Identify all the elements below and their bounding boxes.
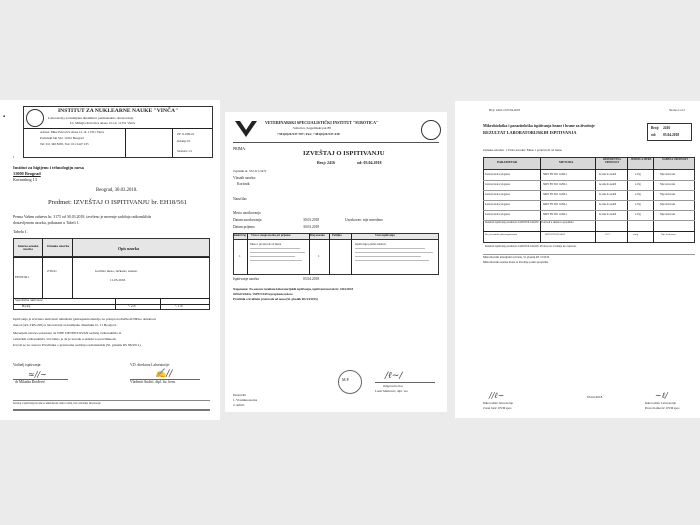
header-left: Broj: 2416 od 03.04.2018 <box>489 108 520 112</box>
dist-title: Dostaviti: <box>233 393 247 397</box>
note-3: Pravilnik o kvalitetu proizvoda od mesa (Sl. glasnik RS 94/2015) <box>233 297 318 301</box>
cell-desc-2: 11.03.2018. <box>110 278 126 282</box>
result-parameter: Listeria monocytogenes <box>485 172 510 176</box>
field-sampling-date-label: Datum uzorkovanja <box>233 218 262 222</box>
sig-right-role: Rukovodilac Laboratorije <box>645 401 676 405</box>
note-a: Rezultati ispitivanja parametra ZADOVOLJAVAJU. Proizvodi u skladu sa propisima <box>485 221 574 224</box>
prima-tag: PRIMA: <box>233 147 247 151</box>
report-number: Broj: 2416 <box>317 160 336 165</box>
result-reference: ne sme da sadrži <box>599 172 617 176</box>
activity-value-1: < 2.6 <box>128 304 136 308</box>
field-owner-label: Vlasnik uzorka: <box>233 176 256 180</box>
th-test: Vrsta ispitivanja <box>375 234 395 237</box>
result-parameter: Listeria monocytogenes <box>485 192 510 196</box>
doc-page: Stranica 1/1 <box>177 149 193 153</box>
sig-left-role: Rukovodilac laboratorije <box>483 401 513 405</box>
cell-internal-id: EH18/561 <box>15 275 29 279</box>
report-date: od: 03.04.2018 <box>357 160 382 165</box>
result-value: Nije izolovana <box>660 172 676 176</box>
extra-unit: cfu/g <box>633 233 639 236</box>
cell-desc-1: Gotičko meso, tučkano, sušeno <box>95 269 138 273</box>
page-mark: ▪ <box>3 114 6 120</box>
sig-right-name: Vladimir Andrić, dipl. fiz. hem. <box>130 380 176 384</box>
note-1: Napomena: Na osnovu rezultata laboratorijskih ispitivanja, ispitivani uzorak br. 2416/2018 <box>233 287 354 291</box>
result-method: SRPS EN ISO 11290-1 <box>543 192 568 196</box>
activity-label: Specifična aktivnost <box>15 298 43 302</box>
result-unit: u 25g <box>635 172 641 176</box>
result-reference: ne sme da sadrži <box>599 182 617 186</box>
sig-left-name: dr Milanka Đorđević <box>15 380 46 384</box>
th-internal-id: Interna oznaka uzorka <box>17 244 39 252</box>
analysis-label: Ispitivanje uzorka <box>233 277 259 281</box>
result-parameter: Listeria monocytogenes <box>485 202 510 206</box>
footer-note: Izveštaj o ispitivanju ne sme se umnožavati osim u celini, bez odobrenja laboratorije <box>13 402 101 405</box>
activity-value-2: < 1.6 <box>175 304 183 308</box>
cert-logo <box>421 120 441 140</box>
institute-subtitle: Laboratorija za hemijsku dinamiku i permanentno obrazovanje <box>48 116 134 120</box>
signature-left: ≈∕∕∼ <box>28 370 47 379</box>
body-line-1: Prema Vašem zahtevu br. 3175 od 30.03.2018. izvršeno je merenje sadržaja radionuklida <box>13 215 152 219</box>
extra-value: Nije izolovana <box>661 233 676 236</box>
small-header: ▪ <box>13 155 15 159</box>
dist-2: 2. Arhivi <box>233 403 245 407</box>
institute-name: INSTITUT ZA NUKLEARNE NAUKE "VINČA" <box>58 108 179 114</box>
th-unit: JEDINICA MERE <box>630 158 652 161</box>
th-no: Redni broj <box>234 234 246 237</box>
place-date: Beograd, 30.03.2018. <box>96 188 138 193</box>
doc-code: ZP 11.009-01 <box>177 132 195 136</box>
signature-right: ∼ℓ∕ <box>655 391 668 400</box>
address-line-1: Adresa: Mike Petrovića Alasa 12-14, 11351 Vinča <box>40 130 104 134</box>
cell-test: Ispitivanje prema zahtevu <box>355 242 386 246</box>
signature-right: ✍∕∕ <box>155 369 173 379</box>
cell-qty: 1 <box>318 254 320 258</box>
result-unit: u 25g <box>635 192 641 196</box>
page-title-2: REZULTAT LABORATORIJSKIH ISPITIVANJA <box>483 130 577 135</box>
th-reference: REFERENTNA VREDNOST <box>603 158 621 164</box>
sig-role: Odgovorno lice <box>383 384 403 388</box>
th-method: METODA <box>559 160 574 164</box>
field-place-label: Mesto uzorkovanja <box>233 211 261 215</box>
recipient-street: Kaćanskog 13 <box>13 177 37 182</box>
stamp-label: M.P. <box>342 377 350 382</box>
analysis-date: 03.04.2018 <box>303 277 320 281</box>
broj-label: Broj: <box>651 126 660 130</box>
para-2: metod (AS-TRS-295) u laboratoriji za hemijsku dinamiku br. 11 Beograd. <box>13 323 117 327</box>
para-1: Ispitivanje je izvršeno aktivnom tehnikom gamaspektrometrije na poluprovodničkom HPGe detektoru <box>13 317 156 321</box>
th-desc: Vrsta i stanje uzorka pri prijemu <box>251 234 291 237</box>
table-title: Tabela 1. <box>13 229 28 234</box>
sample-line: Oznaka uzorka: 1 Vrsta uzorka: Meso i proizvodi od mesa <box>483 148 562 152</box>
activity-unit: Bq/kg <box>22 304 31 308</box>
address-line-2: Poštanski fah 522, 11001 Beograd <box>40 136 84 140</box>
sig-right-name: Prosto Kašković, DVM spec. <box>645 406 681 410</box>
od-value: 03.04.2018 <box>663 133 680 137</box>
doc-edition: Izdanje 01 <box>177 139 191 143</box>
th-parameter: PARAMETAR <box>497 160 518 164</box>
header-right: Strana 2 od 2 <box>669 108 685 112</box>
address-line-3: Tel: 011 340 8205, Fax: 011 2447 235 <box>40 142 89 146</box>
field-owner-value: Korisnik <box>237 182 250 186</box>
stamp <box>338 370 362 394</box>
th-description: Opis uzorka <box>118 246 140 251</box>
extra-ref: 10^5 <box>605 233 610 236</box>
cell-no: 1 <box>239 254 241 258</box>
result-parameter: Listeria monocytogenes <box>485 182 510 186</box>
document-page-2 <box>225 112 447 412</box>
note-2: ODGOVARA / ISPUNJAVA propisane uslove <box>233 292 293 296</box>
sig-left-name: Zoran Jurić, DVM spec. <box>483 406 513 410</box>
cell-desc: Meso i proizvodi od mesa <box>250 242 282 246</box>
recipient-city: 11000 Beograd <box>13 171 41 176</box>
th-qty: Broj uzoraka <box>310 234 325 237</box>
field-receipt-label: Datum prijema <box>233 225 255 229</box>
cell-sample-mark: Z30/41 <box>47 269 57 273</box>
page-title-1: Mikrobiološka i parazitološka ispitivanja hrane i hrane za životinje <box>483 124 595 128</box>
field-sampled-by: Uzorkovao: nije navedeno <box>345 218 383 222</box>
result-reference: ne sme da sadrži <box>599 192 617 196</box>
field-sampling-date-value: 30.03.2018 <box>303 218 320 222</box>
institute-name: VETERINARSKI SPECIJALISTIČKI INSTITUT "SUBOTICA" <box>265 120 379 125</box>
extra-method: SRPS EN ISO 4833 <box>545 233 566 236</box>
result-method: SRPS EN ISO 11290-1 <box>543 182 568 186</box>
field-client-label: Naručilac <box>233 197 247 201</box>
para-3: Merenjem uzorka pokazano da NIJE DETEKTOVAN sadržaj radionuklida iz <box>13 331 122 335</box>
institute-logo <box>26 109 44 127</box>
document-page-3 <box>455 101 700 418</box>
dist-1: 1. Vlasniku uzorka <box>233 398 258 402</box>
report-date: 03.04.2018 <box>587 395 603 399</box>
result-method: SRPS EN ISO 11290-1 <box>543 212 568 216</box>
para-4: veštačkih radionuklida. Utvrđeno je da je uzorak u skladu sa pravilnikom. <box>13 337 117 341</box>
body-line-2: dostavljenom uzorku, prikazani u Tabeli 1. <box>13 221 80 225</box>
th-found: NAĐENA VREDNOST <box>662 158 688 161</box>
institute-city: Subotica, Segedinski put 88 <box>293 126 331 130</box>
sig-name: Lazar Marković, dipl. vet. <box>375 389 409 393</box>
legend-2: Mikrobiološka analiza hrane za životinje prema propisima <box>483 261 549 264</box>
result-reference: ne sme da sadrži <box>599 212 617 216</box>
signature-left: ∕∕ℓ∼ <box>489 391 505 400</box>
note-b: Rezultati ispitivanja parametra ZADOVOLJAVAJU. Proizvod se vrednuje kao ispravan. <box>485 245 577 248</box>
institute-tel: +381(0)24/547-707; Fax: +381(0)24/547-438 <box>277 132 340 136</box>
subject-title: Predmet: IZVEŠTAJ O ISPITIVANJU br. EH18/561 <box>48 199 187 206</box>
th-shipment: Pošiljka <box>332 234 342 237</box>
result-method: SRPS EN ISO 11290-1 <box>543 202 568 206</box>
result-reference: ne sme da sadrži <box>599 202 617 206</box>
report-title: IZVEŠTAJ O ISPITIVANJU <box>303 150 385 157</box>
legend-1: Mikrobiološki kriterijumi za hranu, Sl. glasnik RS 72/2010 <box>483 256 550 259</box>
document-page-1 <box>0 100 220 420</box>
result-unit: u 25g <box>635 212 641 216</box>
zapisnik: Zapisnik br. 552-9/1-3472 <box>233 169 267 173</box>
result-parameter: Listeria monocytogenes <box>485 212 510 216</box>
result-unit: u 25g <box>635 202 641 206</box>
result-method: SRPS EN ISO 11290-1 <box>543 172 568 176</box>
result-value: Nije izolovana <box>660 202 676 206</box>
result-value: Nije izolovana <box>660 182 676 186</box>
sig-left-role: Voditelj ispitivanja: <box>13 363 42 367</box>
th-sample-mark: Oznaka uzorka <box>46 244 70 248</box>
broj-value: 2416 <box>663 126 671 130</box>
result-unit: u 25g <box>635 182 641 186</box>
od-label: od: <box>651 133 656 137</box>
field-receipt-value: 30.03.2018 <box>303 225 320 229</box>
result-value: Nije izolovana <box>660 212 676 216</box>
institute-subtitle2: Ul. Mihajla Petrovića Alasa 12-14, 11351 Vinča <box>70 121 136 125</box>
sig-right-role: V.D. direktora Laboratorije: <box>130 363 171 367</box>
extra-param: Broj aerobnih mikroorganizama <box>485 233 518 236</box>
result-value: Nije izolovana <box>660 192 676 196</box>
recipient-name: Institut za higijenu i tehnologiju mesa <box>13 165 84 170</box>
institute-logo-left <box>233 119 259 139</box>
para-5: Izvodi se na osnovu Pravilnika o granicama sadržaja radionuklida (Sl. glasnik RS 86/2011). <box>13 343 142 347</box>
signature: ∕ℓ∼∕ <box>385 371 403 381</box>
